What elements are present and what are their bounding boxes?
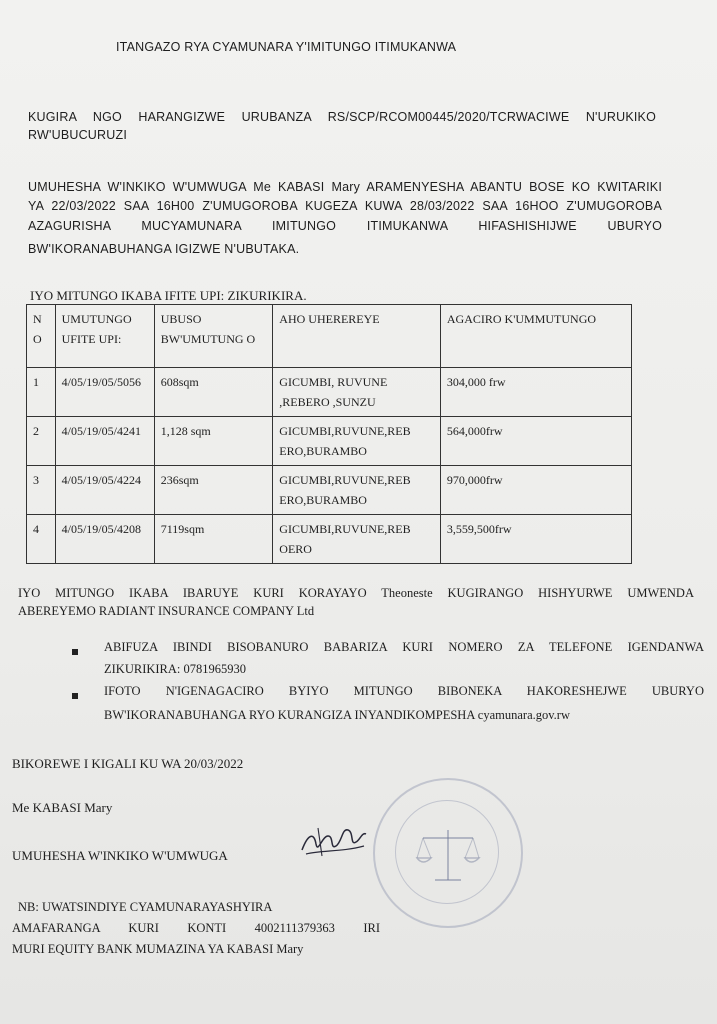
bullet-icon	[72, 693, 78, 699]
table-row	[27, 466, 632, 515]
header-upi: UMUTUNGO UFITE UPI:	[55, 305, 154, 368]
cell-location: GICUMBI, RUVUNE ,REBERO ,SUNZU	[273, 368, 441, 417]
cell-value: 304,000 frw	[440, 368, 631, 417]
cell-no: 4	[27, 515, 56, 564]
signer-title: UMUHESHA W'INKIKO W'UMWUGA	[12, 848, 228, 863]
bullet-item-photos	[104, 684, 704, 699]
announcement-line-2: YA 22/03/2022 SAA 16H00 Z'UMUGOROBA KUGEZA KUWA 28/03/2022 SAA 16HOO Z'UMUGOROBA	[28, 199, 662, 213]
cell-location: GICUMBI,RUVUNE,REB ERO,BURAMBO	[273, 466, 441, 515]
scales-of-justice-icon	[375, 780, 521, 926]
cell-area: 608sqm	[154, 368, 273, 417]
table-row	[27, 368, 632, 417]
signer-name: Me KABASI Mary	[12, 800, 113, 815]
cell-upi: 4/05/19/05/4241	[55, 417, 154, 466]
cell-upi: 4/05/19/05/4208	[55, 515, 154, 564]
cell-value: 3,559,500frw	[440, 515, 631, 564]
cell-area: 1,128 sqm	[154, 417, 273, 466]
intro-line-2: RW'UBUCURUZI	[28, 128, 127, 142]
bullet-1-line-1: ABIFUZA IBINDI BISOBANURO BABARIZA KURI NOMERO ZA TELEFONE IGENDANWA	[104, 640, 704, 654]
document-title: ITANGAZO RYA CYAMUNARA Y'IMITUNGO ITIMUKANWA	[116, 40, 457, 54]
assets-table	[26, 304, 632, 564]
bullet-icon	[72, 649, 78, 655]
nb-line-3: MURI EQUITY BANK MUMAZINA YA KABASI Mary	[12, 942, 304, 956]
bullet-1-line-2: ZIKURIKIRA: 0781965930	[104, 662, 247, 676]
mortgage-line-2: ABEREYEMO RADIANT INSURANCE COMPANY Ltd	[18, 604, 315, 618]
cell-no: 2	[27, 417, 56, 466]
cell-no: 1	[27, 368, 56, 417]
table-caption: IYO MITUNGO IKABA IFITE UPI: ZIKURIKIRA.	[30, 288, 307, 303]
nb-line-1: NB: UWATSINDIYE CYAMUNARAYASHYIRA	[18, 900, 273, 914]
cell-upi: 4/05/19/05/5056	[55, 368, 154, 417]
header-no: N O	[27, 305, 56, 368]
header-location: AHO UHEREREYE	[273, 305, 441, 368]
bullet-2-line-2: BW'IKORANABUHANGA RYO KURANGIZA INYANDIKOMPESHA cyamunara.gov.rw	[104, 708, 570, 722]
announcement-line-4: BW'IKORANABUHANGA IGIZWE N'UBUTAKA.	[28, 242, 300, 256]
table-header-row	[27, 305, 632, 368]
cell-location: GICUMBI,RUVUNE,REB OERO	[273, 515, 441, 564]
signature	[298, 816, 370, 862]
cell-location: GICUMBI,RUVUNE,REB ERO,BURAMBO	[273, 417, 441, 466]
mortgage-line-1: IYO MITUNGO IKABA IBARUYE KURI KORAYAYO Theoneste KUGIRANGO HISHYURWE UMWENDA	[18, 586, 694, 600]
cell-value: 970,000frw	[440, 466, 631, 515]
nb-paragraph	[12, 900, 380, 957]
cell-upi: 4/05/19/05/4224	[55, 466, 154, 515]
cell-value: 564,000frw	[440, 417, 631, 466]
announcement-paragraph	[28, 178, 662, 236]
cell-no: 3	[27, 466, 56, 515]
header-value: AGACIRO K'UMMUTUNGO	[440, 305, 631, 368]
place-date: BIKOREWE I KIGALI KU WA 20/03/2022	[12, 756, 244, 771]
nb-line-2: AMAFARANGA KURI KONTI 4002111379363 IRI	[12, 921, 380, 935]
intro-paragraph	[28, 110, 656, 124]
table-row	[27, 417, 632, 466]
official-stamp	[373, 778, 523, 928]
announcement-line-3: AZAGURISHA MUCYAMUNARA IMITUNGO ITIMUKANWA HIFASHISHIJWE UBURYO	[28, 219, 662, 233]
mortgage-paragraph	[18, 586, 694, 601]
bullet-2-line-1: IFOTO N'IGENAGACIRO BYIYO MITUNGO BIBONEKA HAKORESHEJWE UBURYO	[104, 684, 704, 698]
intro-line-1: KUGIRA NGO HARANGIZWE URUBANZA RS/SCP/RCOM00445/2020/TCRWACIWE N'URUKIKO	[28, 110, 656, 124]
bullet-item-contact	[104, 640, 704, 655]
cell-area: 7119sqm	[154, 515, 273, 564]
announcement-line-1: UMUHESHA W'INKIKO W'UMWUGA Me KABASI Mary ARAMENYESHA ABANTU BOSE KO KWITARIKI	[28, 180, 662, 194]
header-area: UBUSO BW'UMUTUNG O	[154, 305, 273, 368]
table-row	[27, 515, 632, 564]
cell-area: 236sqm	[154, 466, 273, 515]
